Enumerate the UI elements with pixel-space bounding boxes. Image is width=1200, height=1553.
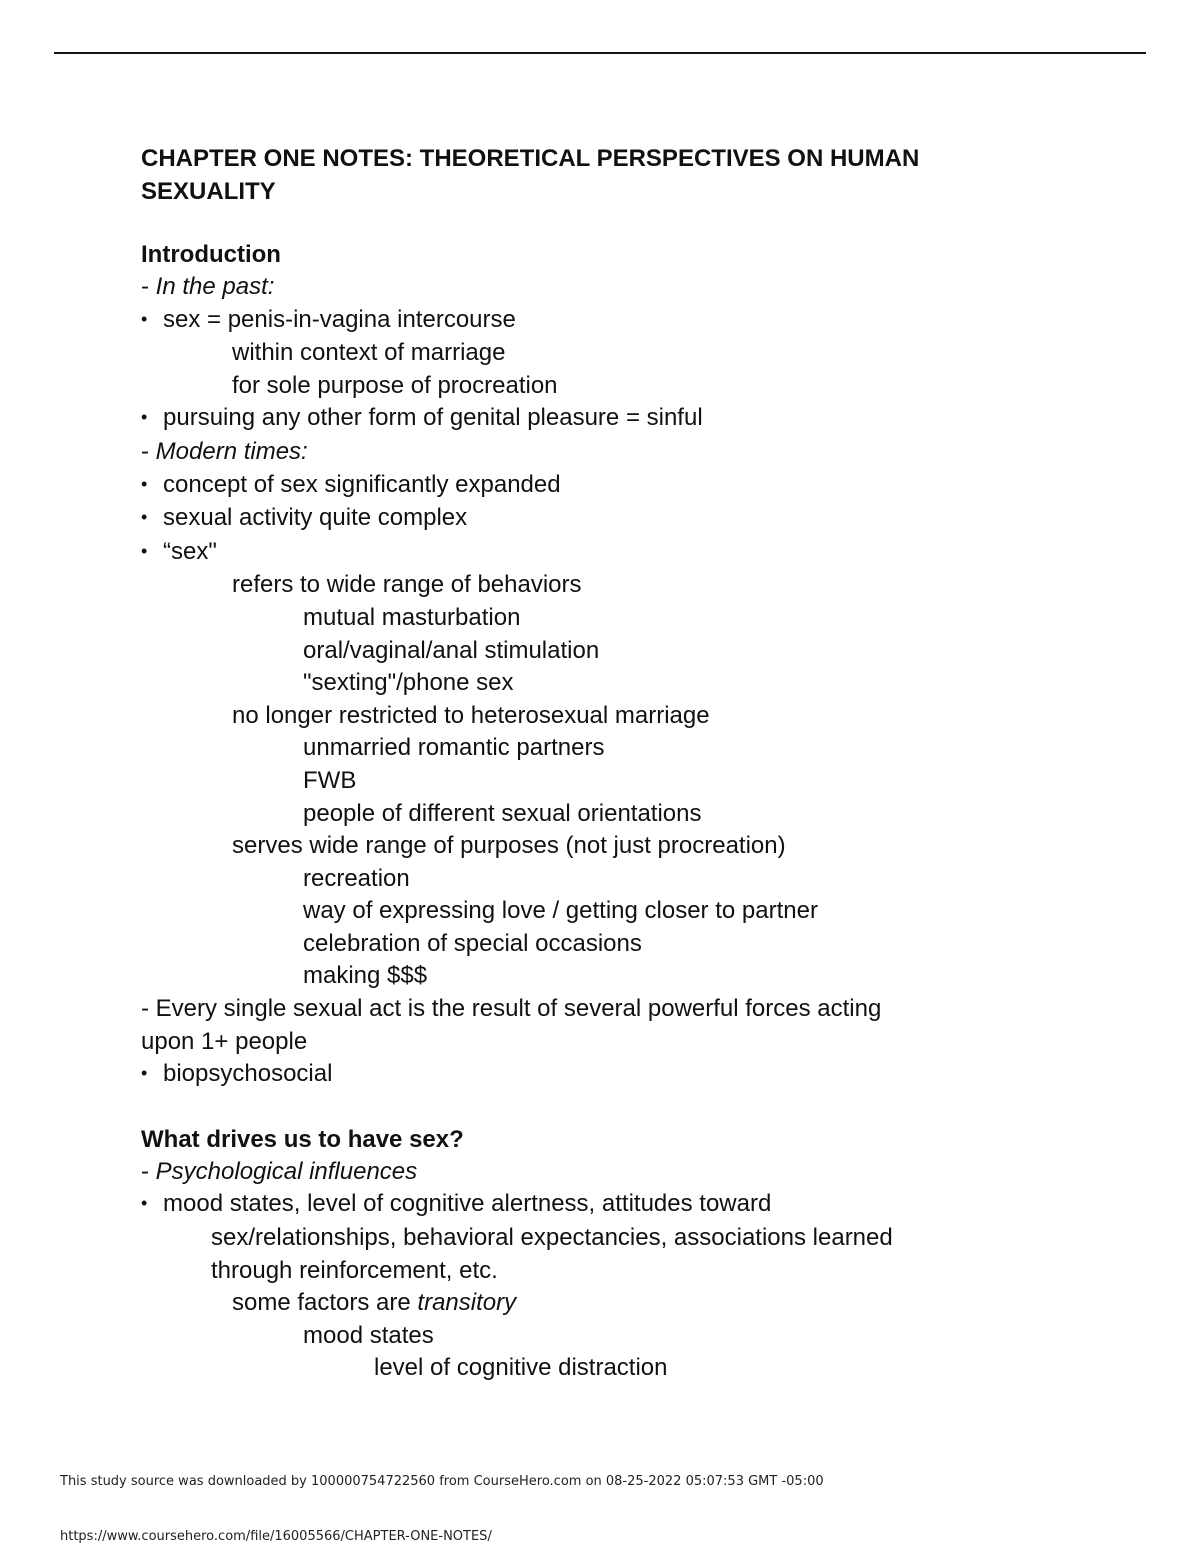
note-line: - Every single sexual act is the result of several powerful forces acting — [141, 995, 882, 1023]
note-line: "sexting"/phone sex — [303, 669, 514, 697]
title-line-1: CHAPTER ONE NOTES: THEORETICAL PERSPECTIVES ON HUMAN — [141, 145, 920, 172]
bullet-line: • mood states, level of cognitive alertness, attitudes toward — [141, 1188, 1141, 1222]
bullet-icon: • — [141, 540, 148, 561]
note-line: some factors are transitory — [232, 1289, 517, 1317]
note-line: FWB — [303, 766, 357, 794]
note-line: making $$$ — [303, 962, 428, 990]
note-line: sex/relationships, behavioral expectancies, associations learned — [211, 1224, 893, 1252]
bullet-icon: • — [141, 407, 148, 428]
note-line: mutual masturbation — [303, 603, 521, 631]
note-line: celebration of special occasions — [303, 929, 642, 957]
bullet-line: • pursuing any other form of genital pleasure = sinful — [141, 402, 1141, 436]
note-line: unmarried romantic partners — [303, 734, 605, 762]
note-line: level of cognitive distraction — [374, 1354, 668, 1382]
note-line: way of expressing love / getting closer to partner — [303, 897, 818, 925]
bullet-icon: • — [141, 308, 148, 329]
note-line: mood states — [303, 1321, 434, 1349]
top-horizontal-rule — [54, 52, 1146, 54]
note-line: serves wide range of purposes (not just procreation) — [232, 832, 786, 860]
note-line: no longer restricted to heterosexual marriage — [232, 701, 710, 729]
bullet-line: • “sex" — [141, 536, 1141, 570]
note-line: recreation — [303, 864, 410, 892]
bullet-icon: • — [141, 507, 148, 528]
bullet-icon: • — [141, 1063, 148, 1084]
note-line: - In the past: — [141, 273, 275, 300]
bullet-line: • sexual activity quite complex — [141, 502, 1141, 536]
note-line: - Modern times: — [141, 437, 308, 465]
section-heading-drives: What drives us to have sex? — [141, 1125, 464, 1153]
note-line: people of different sexual orientations — [303, 799, 702, 827]
note-line: - Psychological influences — [141, 1157, 418, 1185]
note-line: oral/vaginal/anal stimulation — [303, 636, 600, 664]
note-line: for sole purpose of procreation — [232, 371, 558, 399]
note-line: refers to wide range of behaviors — [232, 571, 582, 599]
bullet-line: • concept of sex significantly expanded — [141, 469, 1141, 503]
bullet-line: • biopsychosocial — [141, 1058, 1141, 1092]
bullet-icon: • — [141, 1193, 148, 1214]
bullet-icon: • — [141, 473, 148, 494]
title-line-2: SEXUALITY — [141, 178, 276, 205]
bullet-line: • sex = penis-in-vagina intercourse — [141, 304, 1141, 338]
note-line: within context of marriage — [232, 339, 506, 367]
section-heading-introduction: Introduction — [141, 241, 281, 268]
source-url[interactable]: https://www.coursehero.com/file/16005566/CHAPTER-ONE-NOTES/ — [60, 1529, 492, 1544]
note-line: upon 1+ people — [141, 1027, 308, 1055]
note-line: through reinforcement, etc. — [211, 1256, 498, 1284]
document-body — [141, 142, 1141, 1385]
document-title — [141, 142, 1141, 208]
download-notice: This study source was downloaded by 100000754722560 from CourseHero.com on 08-25-2022 05:07:53 GMT -05:00 — [60, 1474, 824, 1489]
